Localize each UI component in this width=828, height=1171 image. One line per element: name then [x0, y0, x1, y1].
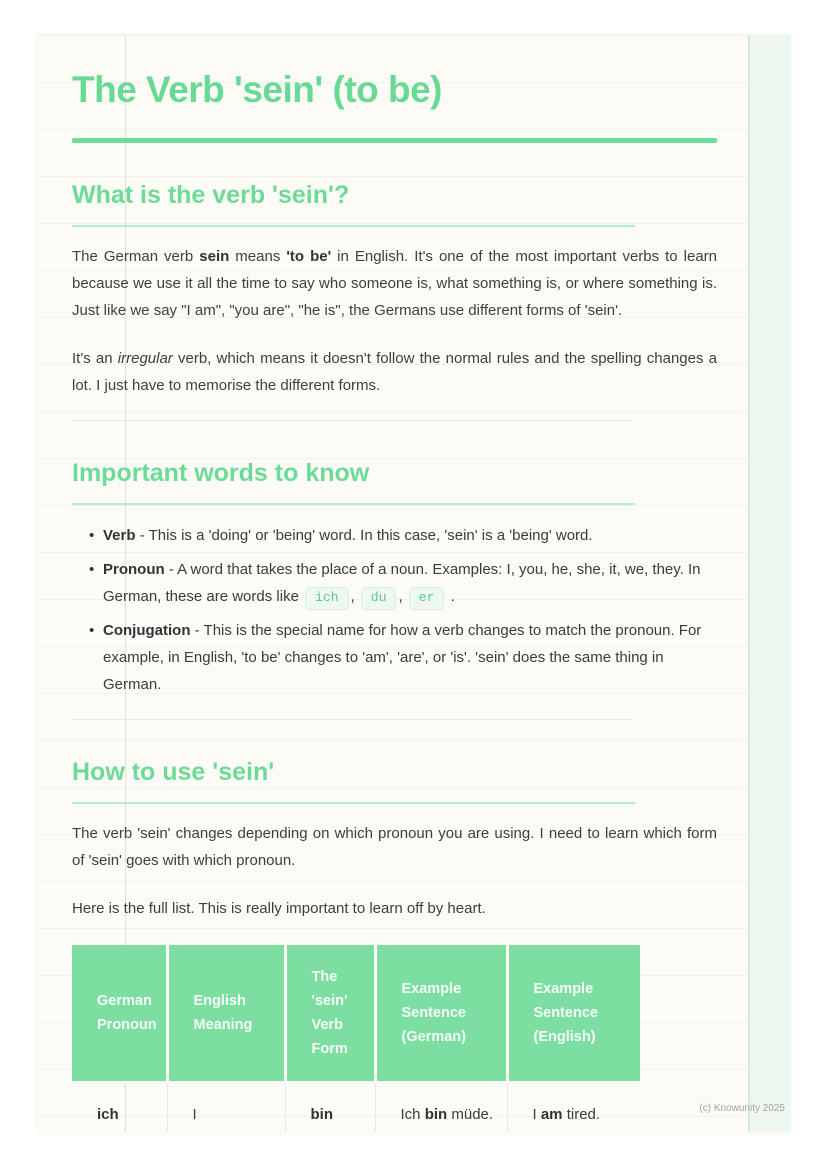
- table-header-sein-verb-form: The 'sein' Verb Form: [285, 945, 375, 1082]
- list-item-conjugation: • Conjugation - This is the special name for how a verb changes to match the pronoun. For example, in English, 'to be' changes to 'am', 'are', or 'is'. 'sein' does the same thing in German.: [72, 617, 717, 698]
- paragraph-intro-2: It's an irregular verb, which means it doesn't follow the normal rules and the spelling changes a lot. I just have to memorise the different forms.: [72, 350, 718, 395]
- paragraph-usage-2: Here is the full list. This is really important to learn off by heart.: [72, 900, 486, 918]
- list-item-pronoun: • Pronoun - A word that takes the place of a noun. Examples: I, you, he, she, it, we, they. In German, these are words like ich , du , er .: [72, 556, 717, 610]
- document-content: [72, 35, 717, 1132]
- paragraph-intro-1: The German verb sein means 'to be' in English. It's one of the most important verbs to learn because we use it all the time to say who someone is, what something is, or where something is. Just like we say "I am", "you are", "he is", the Germans use different forms of 'sein'.: [72, 248, 718, 320]
- cell-pronoun: ich: [72, 1082, 167, 1132]
- worksheet-page: [37, 35, 790, 1132]
- code-chip-er: er: [409, 587, 445, 610]
- heading-rule: [72, 802, 635, 804]
- section-how-to-use: [72, 757, 717, 1132]
- cell-example-german: Ich bin müde.: [375, 1082, 507, 1132]
- heading-rule: [72, 503, 635, 505]
- footer-copyright: (c) Knowunity 2025: [699, 1103, 785, 1114]
- section-divider: [72, 420, 633, 421]
- section-divider: [72, 719, 633, 720]
- table-header-english-meaning: English Meaning: [167, 945, 285, 1082]
- section-heading-how-to-use: How to use 'sein': [72, 758, 275, 787]
- page-title: The Verb 'sein' (to be): [72, 69, 442, 110]
- section-heading-what-is-sein: What is the verb 'sein'?: [72, 181, 350, 210]
- section-what-is-sein: [72, 180, 717, 399]
- table-header-example-german: Example Sentence (German): [375, 945, 507, 1082]
- table-header-german-pronoun: German Pronoun: [72, 945, 167, 1082]
- code-chip-ich: ich: [305, 587, 348, 610]
- cell-form: bin: [285, 1082, 375, 1132]
- green-margin-stripe: [748, 35, 790, 1132]
- section-important-words: [72, 458, 717, 698]
- title-rule: [72, 138, 717, 143]
- table-row-ich: [72, 1082, 640, 1132]
- section-heading-important-words: Important words to know: [72, 459, 370, 488]
- conjugation-table: [72, 945, 640, 1132]
- cell-meaning: I: [167, 1082, 285, 1132]
- vocab-list: [72, 522, 717, 698]
- heading-rule: [72, 225, 635, 227]
- cell-example-english: I am tired.: [532, 1106, 601, 1124]
- list-item-verb: • Verb - This is a 'doing' or 'being' word. In this case, 'sein' is a 'being' word.: [72, 522, 717, 549]
- code-chip-du: du: [361, 587, 397, 610]
- paragraph-usage-1: The verb 'sein' changes depending on which pronoun you are using. I need to learn which form of 'sein' goes with which pronoun.: [72, 825, 717, 870]
- table-header-example-english: Example Sentence (English): [507, 945, 640, 1082]
- table-header-row: [72, 945, 640, 1082]
